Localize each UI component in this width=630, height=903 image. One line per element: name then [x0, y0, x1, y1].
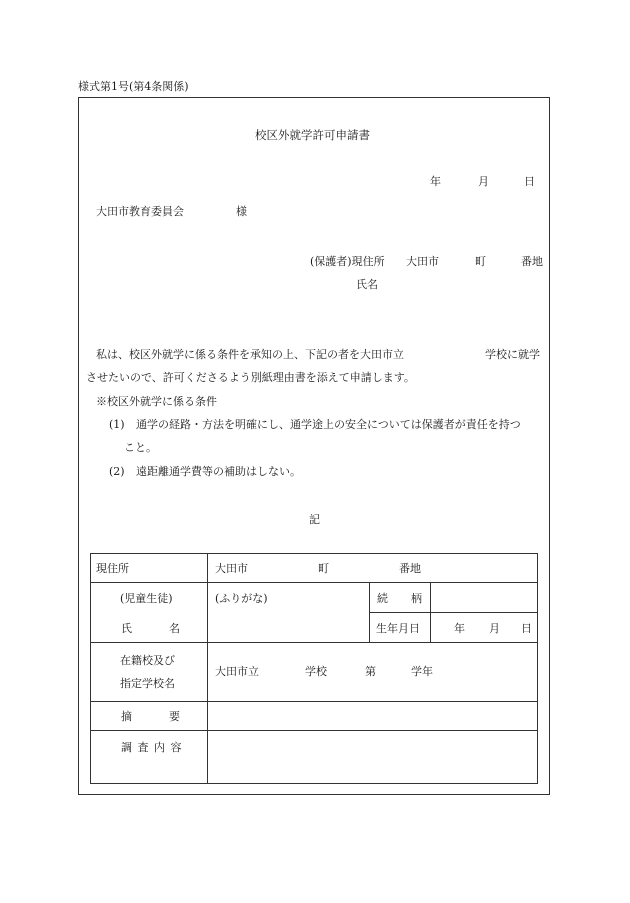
- table-name-label-b: 名: [169, 622, 180, 635]
- table-school-dai: 第: [365, 665, 376, 678]
- page-title: 校区外就学許可申請書: [255, 128, 370, 142]
- table-relation-label-a: 続: [377, 592, 388, 605]
- table-summary-label-a: 摘: [121, 710, 132, 723]
- applicant-address-label: (保護者)現住所: [310, 255, 385, 268]
- recipient-honorific: 様: [236, 205, 247, 218]
- applicant-city: 大田市: [406, 255, 439, 268]
- applicant-name-label: 氏名: [356, 278, 378, 291]
- table-student-label: (児童生徒): [120, 592, 173, 605]
- applicant-banchi: 番地: [521, 255, 543, 268]
- table-address-banchi: 番地: [399, 562, 421, 575]
- table-school-label-2: 指定学校名: [120, 677, 175, 690]
- conditions-heading: ※校区外就学に係る条件: [96, 395, 217, 408]
- table-birth-year: 年: [454, 622, 465, 635]
- table-school-gakko: 学校: [305, 665, 327, 678]
- body-line2: させたいので、許可くださるよう別紙理由書を添えて申請します。: [86, 371, 415, 384]
- condition-1-continued: こと。: [124, 441, 157, 454]
- condition-2-number: (2): [109, 465, 125, 478]
- date-year: 年: [430, 175, 441, 188]
- form-number: 様式第1号(第4条関係): [78, 80, 189, 93]
- table-address-label: 現住所: [96, 562, 129, 575]
- table-school-gakunen: 学年: [411, 665, 433, 678]
- table-birth-month: 月: [489, 622, 500, 635]
- condition-1-text: 通学の経路・方法を明確にし、通学途上の安全については保護者が責任を持つ: [136, 418, 521, 431]
- date-month: 月: [478, 175, 489, 188]
- applicant-town: 町: [475, 255, 486, 268]
- table-relation-label-b: 柄: [411, 592, 422, 605]
- table-school-label-1: 在籍校及び: [120, 654, 175, 667]
- body-line1-a: 私は、校区外就学に係る条件を承知の上、下記の者を大田市立: [96, 348, 404, 361]
- table-birthdate-label: 生年月日: [376, 622, 420, 635]
- table-birth-day: 日: [521, 622, 532, 635]
- table-address-city: 大田市: [215, 562, 248, 575]
- body-line1-b: 学校に就学: [485, 348, 540, 361]
- date-day: 日: [524, 175, 535, 188]
- table-survey-label: 調 査 内 容: [121, 741, 183, 754]
- table-address-town: 町: [318, 562, 329, 575]
- table-summary-label-b: 要: [169, 710, 180, 723]
- condition-1-number: (1): [109, 418, 125, 431]
- table-furigana: (ふりがな): [215, 592, 268, 605]
- condition-2-text: 遠距離通学費等の補助はしない。: [136, 465, 301, 478]
- recipient-name: 大田市教育委員会: [96, 205, 184, 218]
- ki-heading: 記: [309, 513, 320, 526]
- table-school-city: 大田市立: [215, 665, 259, 678]
- table-name-label-a: 氏: [121, 622, 132, 635]
